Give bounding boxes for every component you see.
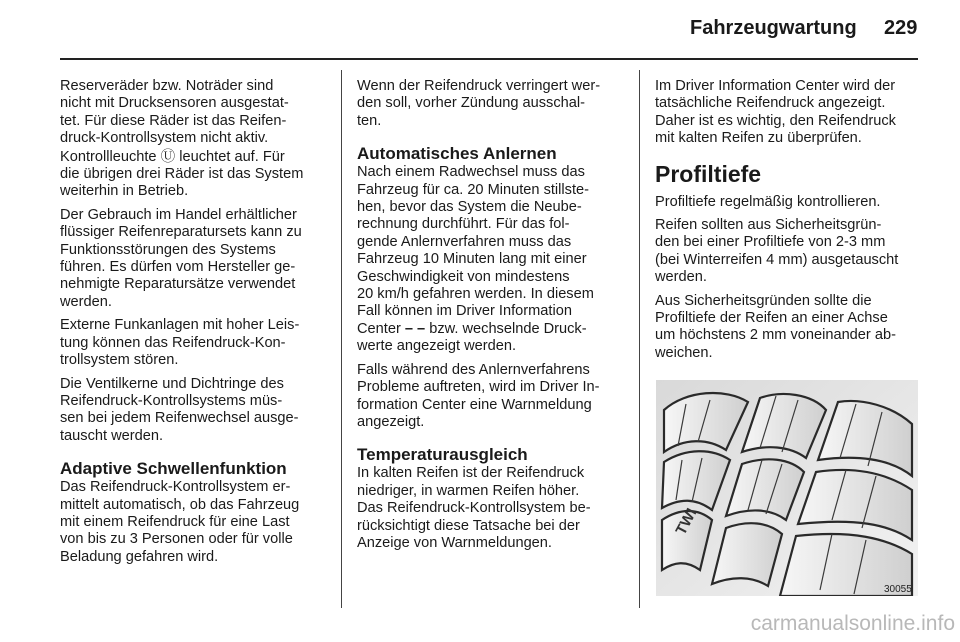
text-fragment: Center [357,320,401,337]
text-line: Das Reifendruck-Kontrollsystem be- [357,500,591,517]
text-line: werden. [655,269,707,286]
text-line: die übrigen drei Räder ist das System [60,166,304,183]
text-line: Das Reifendruck-Kontrollsystem er- [60,479,291,496]
column-divider [341,70,342,608]
text-line: Profiltiefe regelmäßig kontrollieren. [655,193,881,210]
text-line: rechnung durchführt. Für das fol- [357,216,570,233]
column-right [655,78,927,368]
column-left [60,78,330,572]
twi-marking: TWI [672,505,701,538]
text-line: Reserveräder bzw. Noträder sind [60,78,274,94]
text-line: Wenn der Reifendruck verringert wer- [357,78,601,94]
paragraph-valve-cores [60,376,330,446]
text-line: mit kalten Reifen zu überprüfen. [655,130,862,147]
heading-adaptive-threshold: Adaptive Schwellenfunktion [60,459,287,479]
paragraph-radio-interference [60,317,330,369]
paragraph-reduce-pressure [357,78,627,130]
paragraph-replace-tires [655,217,927,287]
text-line: Beladung gefahren wird. [60,548,219,565]
text-line: von bis zu 3 Personen oder für volle [60,531,293,548]
text-line: Reifendruck-Kontrollsystems müs- [60,392,283,409]
text-line: Fahrzeug 10 Minuten lang mit einer [357,251,587,268]
text-line: führen. Es dürfen vom Hersteller ge- [60,259,296,276]
column-divider [639,70,640,608]
text-line: um höchstens 2 mm voneinander ab- [655,327,896,344]
text-line: mit einem Reifendruck für eine Last [60,513,290,530]
heading-tread-depth: Profiltiefe [655,160,762,187]
text-line: werte angezeigt werden. [357,338,517,355]
paragraph-actual-pressure [655,78,927,148]
text-line: den bei einer Profiltiefe von 2-3 mm [655,234,886,251]
paragraph-check-tread [655,194,927,211]
text-line [60,148,330,166]
text-line: tatsächliche Reifendruck angezeigt. [655,95,886,112]
text-line: Anzeige von Warnmeldungen. [357,534,552,551]
text-line: weichen. [655,344,713,361]
page-number: 229 [884,17,918,39]
paragraph-spare-wheels [60,78,330,201]
text-line: Reifen sollten aus Sicherheitsgrün- [655,217,882,234]
text-line: Geschwindigkeit von mindestens [357,268,570,285]
paragraph-axle-difference [655,293,927,363]
text-line: gende Anlernverfahren muss das [357,233,572,250]
text-line: druck-Kontrollsystem nicht aktiv. [60,130,269,147]
text-line: werden. [60,293,112,310]
text-line: Im Driver Information Center wird der [655,78,896,94]
heading-automatic-learning: Automatisches Anlernen [357,144,557,164]
text-line: flüssiger Reifenreparatursets kann zu [60,224,302,241]
text-line: Der Gebrauch im Handel erhältlicher [60,206,297,223]
text-line: angezeigt. [357,413,425,430]
text-line: ten. [357,112,382,129]
text-line: Daher ist es wichtig, den Reifendruck [655,112,896,129]
watermark-text: carmanualsonline.info [750,612,955,635]
text-line: niedriger, in warmen Reifen höher. [357,482,580,499]
text-line: Nach einem Radwechsel muss das [357,164,585,181]
text-line: Falls während des Anlernverfahrens [357,361,590,378]
text-line: den soll, vorher Zündung ausschal- [357,95,585,112]
text-line: Probleme auftreten, wird im Driver In- [357,379,600,396]
text-line: 20 km/h gefahren werden. In diesem [357,286,594,303]
text-line: nicht mit Drucksensoren ausgestat- [60,95,289,112]
text-line: weiterhin in Betrieb. [60,183,189,200]
paragraph-automatic-learning [357,164,627,355]
text-line [357,321,627,338]
text-line: rücksichtigt diese Tatsache bei der [357,517,580,534]
paragraph-repair-kits [60,207,330,311]
text-line: tung können das Reifendruck-Kon- [60,334,286,351]
text-fragment: Kontrollleuchte [60,148,157,165]
text-line: nehmigte Reparatursätze verwendet [60,276,296,293]
text-line: Funktionsstörungen des Systems [60,241,276,258]
text-line: Profiltiefe der Reifen an einer Achse [655,310,888,327]
text-line: Die Ventilkerne und Dichtringe des [60,375,284,392]
paragraph-temperature-compensation [357,465,627,552]
text-fragment: leuchtet auf. Für [179,148,285,165]
page-header [0,0,960,60]
display-dashes-symbol: – – [404,320,426,337]
header-divider [60,58,918,60]
page-title: Fahrzeugwartung [690,17,857,39]
text-line: Fahrzeug für ca. 20 Minuten stillste- [357,181,589,198]
text-line: (bei Winterreifen 4 mm) ausgetauscht [655,251,899,268]
heading-temperature-compensation: Temperaturausgleich [357,445,528,465]
text-line: Aus Sicherheitsgründen sollte die [655,292,872,309]
text-line: Fall können im Driver Information [357,303,572,320]
text-line: In kalten Reifen ist der Reifendruck [357,465,585,482]
tire-tread-illustration [656,380,918,596]
text-line: mittelt automatisch, ob das Fahrzeug [60,496,300,513]
paragraph-adaptive-threshold [60,479,330,566]
tire-pressure-warning-icon: Ⓤ [160,147,176,165]
text-line: tet. Für diese Räder ist das Reifen- [60,112,287,129]
figure-number: 30055 [884,584,912,595]
paragraph-learning-problems [357,362,627,432]
column-middle [357,78,627,558]
text-line: trollsystem stören. [60,352,179,369]
text-line: tauscht werden. [60,427,164,444]
text-line: Externe Funkanlagen mit hoher Leis- [60,317,300,334]
text-line: formation Center eine Warnmeldung [357,396,592,413]
text-line: hen, bevor das System die Neube- [357,199,582,216]
text-fragment: bzw. wechselnde Druck- [429,320,587,337]
text-line: sen bei jedem Reifenwechsel ausge- [60,410,299,427]
